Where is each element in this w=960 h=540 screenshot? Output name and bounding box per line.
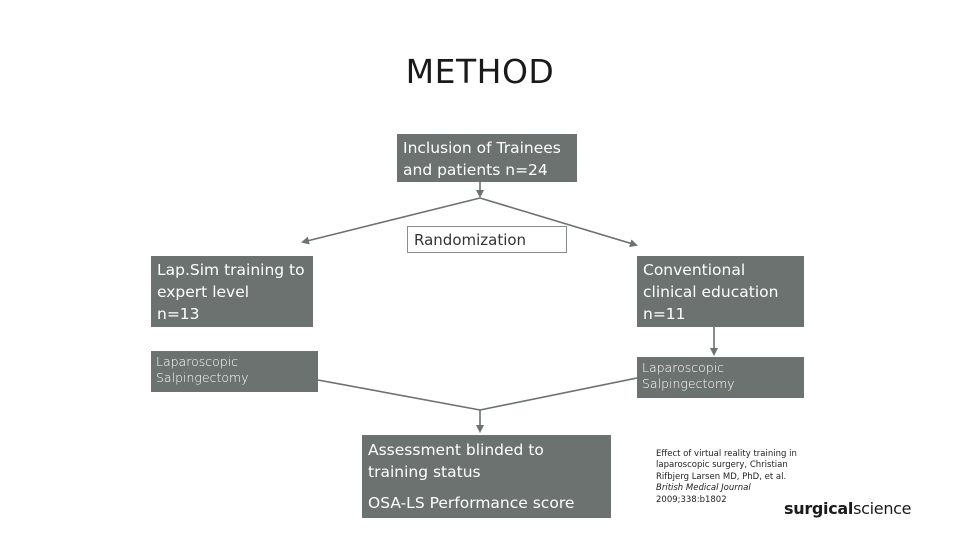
inclusion-box	[397, 134, 577, 182]
left-procedure-line-2: Salpingectomy	[156, 370, 249, 385]
right-arm-box	[637, 256, 804, 327]
assessment-line-1: Assessment blinded to	[368, 441, 544, 459]
right-procedure-box	[637, 357, 804, 398]
arrow-left-to-assessment	[318, 380, 480, 410]
right-arm-line-3: n=11	[643, 305, 686, 323]
assessment-score: OSA-LS Performance score	[368, 494, 575, 512]
citation-ref: 2009;338:b1802	[656, 494, 727, 505]
left-arm-line-2: expert level	[157, 283, 250, 301]
logo-regular-part: science	[853, 499, 912, 518]
inclusion-line-1: Inclusion of Trainees	[403, 139, 561, 157]
right-procedure-line-1: Laparoscopic	[642, 360, 725, 375]
left-procedure-line-1: Laparoscopic	[156, 354, 239, 369]
left-procedure-box	[151, 351, 318, 392]
left-arm-line-3: n=13	[157, 305, 200, 323]
page-title: METHOD	[405, 52, 555, 91]
citation-line-1: Effect of virtual reality training in	[656, 449, 797, 459]
surgical-science-logo	[784, 499, 911, 518]
citation	[656, 449, 806, 506]
randomization-box: Randomization	[407, 226, 567, 253]
assessment-box	[362, 435, 611, 518]
right-arm-line-2: clinical education	[643, 283, 779, 301]
left-arm-box	[151, 256, 313, 327]
left-arm-line-1: Lap.Sim training to	[157, 261, 305, 279]
citation-journal: British Medical Journal	[656, 483, 751, 494]
arrow-right-to-assessment	[480, 378, 637, 410]
citation-line-3: Rifbjerg Larsen MD, PhD, et al.	[656, 471, 787, 482]
assessment-line-2: training status	[368, 463, 481, 481]
citation-line-2: laparoscopic surgery, Christian	[656, 460, 788, 471]
logo-bold-part: surgical	[784, 499, 854, 518]
right-arm-line-1: Conventional	[643, 261, 746, 279]
right-procedure-line-2: Salpingectomy	[642, 376, 735, 391]
inclusion-line-2: and patients n=24	[403, 161, 548, 179]
